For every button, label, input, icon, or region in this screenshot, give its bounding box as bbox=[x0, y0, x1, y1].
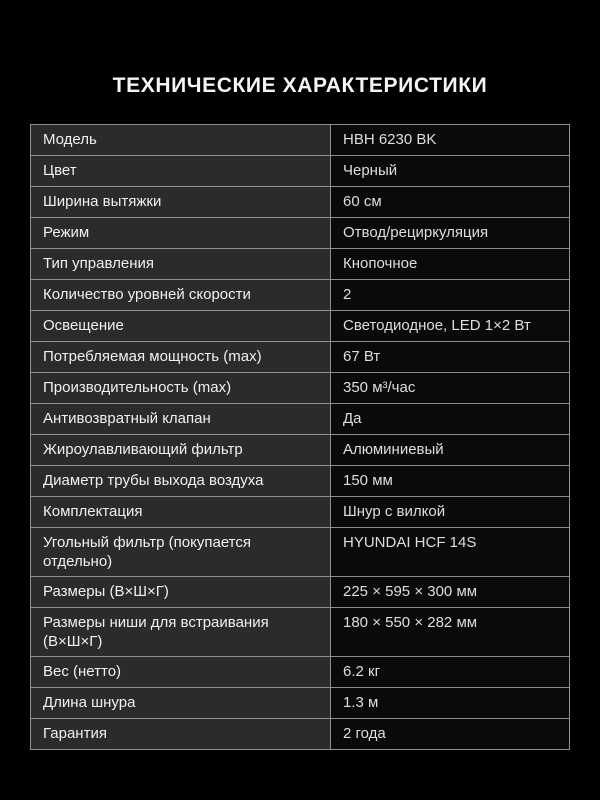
spec-label: Комплектация bbox=[31, 497, 331, 528]
spec-label: Размеры ниши для встраивания (В×Ш×Г) bbox=[31, 608, 331, 657]
table-row bbox=[31, 342, 570, 373]
spec-label: Ширина вытяжки bbox=[31, 187, 331, 218]
table-row bbox=[31, 249, 570, 280]
spec-label: Количество уровней скорости bbox=[31, 280, 331, 311]
spec-value: Алюминиевый bbox=[331, 435, 570, 466]
spec-value: Кнопочное bbox=[331, 249, 570, 280]
table-row bbox=[31, 280, 570, 311]
spec-value: 67 Вт bbox=[331, 342, 570, 373]
spec-value: 350 м³/час bbox=[331, 373, 570, 404]
spec-value: 150 мм bbox=[331, 466, 570, 497]
table-row bbox=[31, 657, 570, 688]
spec-label: Вес (нетто) bbox=[31, 657, 331, 688]
spec-value: 225 × 595 × 300 мм bbox=[331, 577, 570, 608]
spec-value: HBH 6230 BK bbox=[331, 125, 570, 156]
spec-label: Гарантия bbox=[31, 719, 331, 750]
spec-label: Жироулавливающий фильтр bbox=[31, 435, 331, 466]
spec-value: Шнур с вилкой bbox=[331, 497, 570, 528]
spec-value: Отвод/рециркуляция bbox=[331, 218, 570, 249]
spec-label: Угольный фильтр (покупается отдельно) bbox=[31, 528, 331, 577]
table-row bbox=[31, 311, 570, 342]
spec-value: 60 см bbox=[331, 187, 570, 218]
spec-label: Освещение bbox=[31, 311, 331, 342]
spec-label: Цвет bbox=[31, 156, 331, 187]
table-row bbox=[31, 466, 570, 497]
spec-label: Длина шнура bbox=[31, 688, 331, 719]
spec-value: Черный bbox=[331, 156, 570, 187]
spec-label: Потребляемая мощность (max) bbox=[31, 342, 331, 373]
table-row bbox=[31, 497, 570, 528]
table-row bbox=[31, 608, 570, 657]
spec-value: 180 × 550 × 282 мм bbox=[331, 608, 570, 657]
spec-label: Производительность (max) bbox=[31, 373, 331, 404]
table-row bbox=[31, 125, 570, 156]
spec-label: Антивозвратный клапан bbox=[31, 404, 331, 435]
table-row bbox=[31, 688, 570, 719]
table-row bbox=[31, 719, 570, 750]
table-row bbox=[31, 404, 570, 435]
spec-value: 2 года bbox=[331, 719, 570, 750]
spec-label: Диаметр трубы выхода воздуха bbox=[31, 466, 331, 497]
table-row bbox=[31, 577, 570, 608]
spec-value: 6.2 кг bbox=[331, 657, 570, 688]
spec-value: Светодиодное, LED 1×2 Вт bbox=[331, 311, 570, 342]
spec-value: 2 bbox=[331, 280, 570, 311]
table-row bbox=[31, 187, 570, 218]
page-title: ТЕХНИЧЕСКИЕ ХАРАКТЕРИСТИКИ bbox=[112, 74, 488, 97]
table-row bbox=[31, 156, 570, 187]
spec-table bbox=[30, 124, 570, 750]
spec-label: Размеры (В×Ш×Г) bbox=[31, 577, 331, 608]
spec-value: 1.3 м bbox=[331, 688, 570, 719]
table-row bbox=[31, 528, 570, 577]
spec-label: Режим bbox=[31, 218, 331, 249]
spec-value: HYUNDAI HCF 14S bbox=[331, 528, 570, 577]
table-row bbox=[31, 373, 570, 404]
spec-label: Модель bbox=[31, 125, 331, 156]
spec-label: Тип управления bbox=[31, 249, 331, 280]
spec-table-body bbox=[31, 125, 570, 750]
spec-value: Да bbox=[331, 404, 570, 435]
table-row bbox=[31, 218, 570, 249]
table-row bbox=[31, 435, 570, 466]
